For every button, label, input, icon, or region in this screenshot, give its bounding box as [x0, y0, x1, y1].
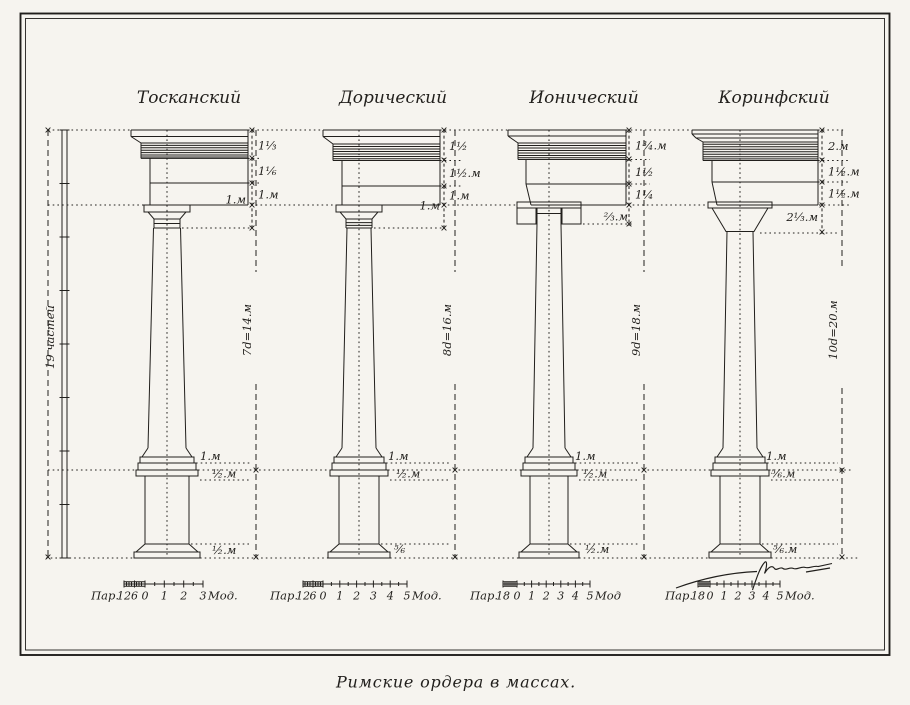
dim-base-ring: 1.м [766, 449, 787, 463]
dim-base-cap: ½.м [583, 466, 608, 481]
dim-base-foot: ⅚.м [773, 542, 798, 556]
order-tuscan [131, 88, 279, 558]
dim-base-cap: ⅚.м [771, 466, 796, 481]
scale-suffix: Мод. [785, 588, 815, 603]
scale-tick: 2 [542, 589, 550, 603]
dim-architrave: 1.м [449, 188, 470, 203]
scale-ruler [303, 581, 407, 588]
scale-tick: 0 [141, 589, 149, 603]
order-title: Коринфский [718, 88, 830, 108]
scale-tick: 1 [528, 589, 536, 603]
dim-architrave: 1.м [258, 187, 279, 202]
scale-tick: 12 [117, 589, 131, 603]
scale-tick: 6 [309, 589, 317, 603]
scale-tick: 4 [762, 589, 770, 603]
order-title: Ионический [529, 88, 639, 108]
dim-cornice: 1½ [449, 139, 468, 153]
scale-tick: 0 [706, 589, 714, 603]
order-title: Тосканский [136, 88, 242, 108]
scale-suffix: Мод [595, 588, 621, 603]
scale-tick: 3 [748, 589, 756, 603]
column-geometry [323, 130, 440, 558]
dim-frieze: 1½ [635, 165, 654, 179]
scale-tick: 5 [586, 589, 594, 603]
scale-tick: 5 [776, 589, 784, 603]
dim-cornice: 1⅓ [258, 138, 277, 153]
scale-tick: 4 [571, 589, 579, 603]
scale-bar-tuscan [90, 581, 238, 603]
dim-base-ring: 1.м [200, 449, 221, 463]
left-parts-scale [43, 130, 70, 558]
scale-prefix: Пар. [665, 588, 693, 603]
dim-base-foot: ½.м [212, 543, 237, 557]
order-doric [323, 88, 481, 558]
dim-architrave: 1½.м [828, 186, 860, 201]
plate-caption: Римские ордера в массах. [335, 672, 577, 692]
dim-base-foot: ½.м [585, 542, 610, 556]
dim-cornice: 2.м [828, 139, 849, 153]
scale-suffix: Мод. [208, 588, 238, 603]
scale-tick: 0 [513, 589, 521, 603]
signature [676, 562, 832, 590]
dim-capital: 1.м [419, 198, 440, 213]
dim-capital: 1.м [225, 192, 246, 207]
scale-tick: 1 [336, 589, 344, 603]
scale-tick: 6 [131, 589, 138, 603]
dim-base-cap: ½.м [396, 466, 421, 481]
scale-suffix: Мод. [412, 588, 442, 603]
dim-base-cap: ½.м [212, 466, 237, 481]
height-dim-label: 10d=20.м [826, 300, 840, 360]
scale-ruler [698, 581, 780, 588]
column-geometry [508, 130, 626, 558]
scale-tick: 3 [199, 589, 207, 603]
scale-tick: 18 [496, 589, 510, 603]
dim-base-foot: ⅚ [394, 542, 406, 556]
scale-tick: 18 [691, 589, 705, 603]
scale-ruler [124, 581, 203, 588]
parts-count-label: 19 частей [43, 305, 57, 369]
dim-capital: 2⅓.м [786, 210, 818, 224]
height-dim-label: 7d=14.м [240, 303, 254, 357]
height-dim-label: 9d=18.м [629, 303, 643, 357]
dim-frieze: 1½.м [828, 164, 860, 179]
scale-bar-ionic [469, 581, 621, 603]
dim-capital: ⅔.м [603, 209, 628, 224]
scale-tick: 1 [160, 589, 168, 603]
dim-base-ring: 1.м [575, 449, 596, 463]
height-dim-label: 8d=16.м [440, 303, 454, 357]
order-ionic [508, 88, 667, 558]
scale-prefix: Пар. [91, 588, 119, 603]
dim-frieze: 1⅙ [258, 164, 277, 178]
dim-architrave: 1¼ [635, 187, 654, 202]
scale-tick: 5 [403, 589, 411, 603]
column-geometry [692, 130, 818, 558]
scale-ruler [503, 581, 590, 588]
scale-tick: 2 [734, 589, 742, 603]
dim-base-ring: 1.м [388, 449, 409, 463]
dim-cornice: 1¾.м [635, 138, 667, 153]
parts-ruler [60, 130, 70, 558]
scale-prefix: Пар. [470, 588, 498, 603]
scale-tick: 3 [557, 589, 565, 603]
scale-tick: 0 [319, 589, 327, 603]
scale-tick: 3 [369, 589, 377, 603]
scale-tick: 12 [296, 589, 310, 603]
scale-tick: 1 [720, 589, 728, 603]
scale-tick: 2 [353, 589, 361, 603]
scale-tick: 4 [386, 589, 394, 603]
scale-bar-doric [269, 581, 442, 603]
order-title: Дорический [338, 88, 448, 108]
scale-tick: 2 [180, 589, 188, 603]
dim-frieze: 1½.м [449, 166, 481, 180]
order-corinthian [692, 88, 860, 558]
scale-prefix: Пар. [270, 588, 298, 603]
